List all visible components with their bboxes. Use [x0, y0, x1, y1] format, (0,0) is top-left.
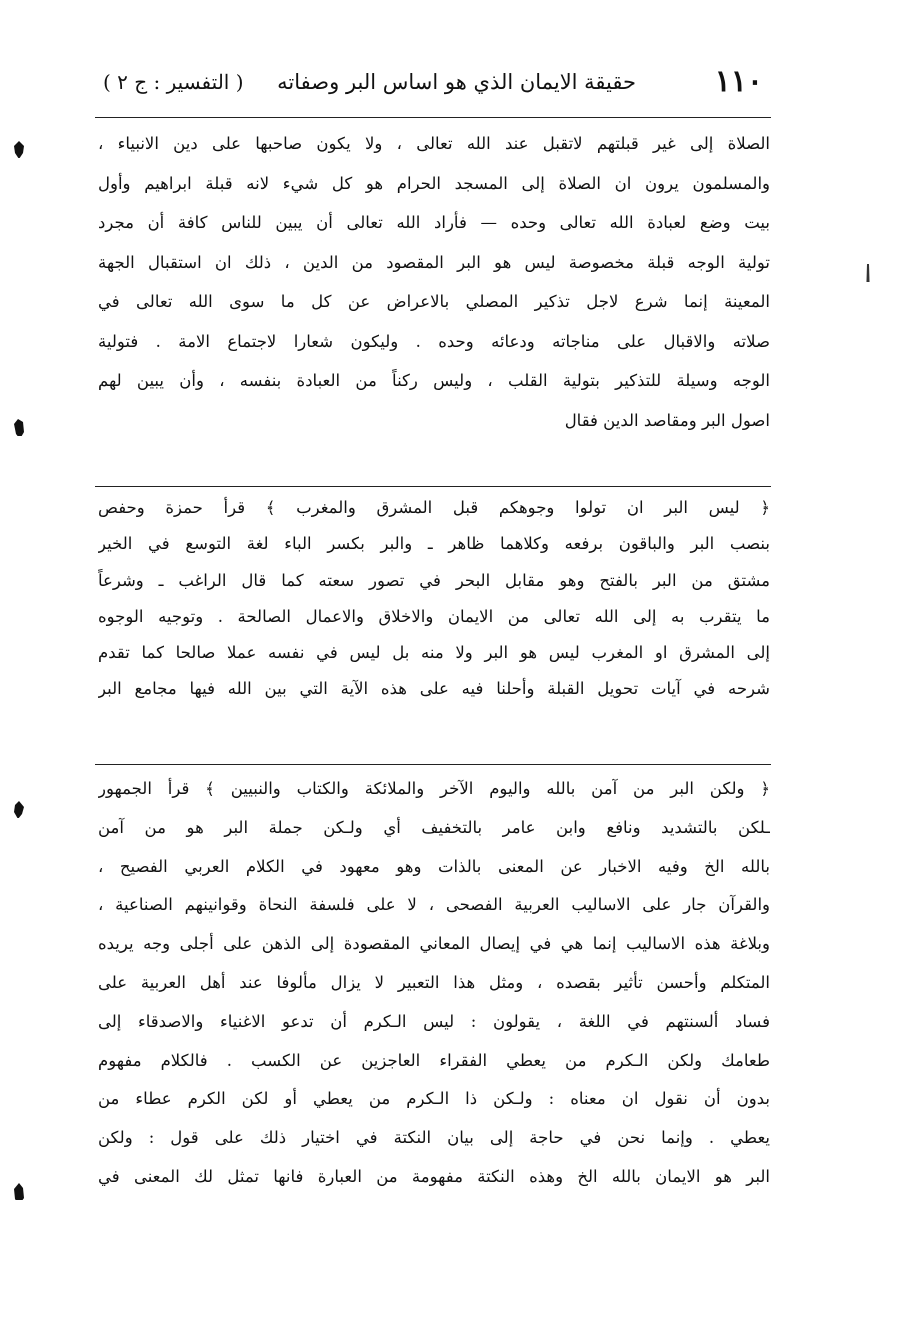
paragraph-intro [98, 124, 770, 440]
binding-hole-mark [12, 1182, 24, 1200]
paragraph-verse-1 [98, 490, 770, 708]
edge-speck [865, 264, 877, 282]
text-line: ﴿ ولكن البر من آمن بالله واليوم الآخر والملائكة والكتاب والنبيين ﴾ قرأ الجمهور [98, 779, 770, 798]
text-line: بنصب البر والباقون برفعه وكلاهما ظاهر ـ والبر بكسر الباء لغة التوسع في الخير [98, 534, 770, 554]
text-line: البر هو الايمان بالله الخ وهذه النكتة مفهومة من العبارة فانها تمثل لك المعنى في [98, 1166, 770, 1186]
text-line: والقرآن جار على الاساليب العربية الفصحى ، لا على فلسفة النحاة وقوانينهم الصناعية ، [98, 895, 770, 915]
text-line: والمسلمون يرون ان الصلاة إلى المسجد الحرام هو كل شيء لانه قبلة ابراهيم وأول [98, 173, 770, 193]
volume-reference: ( التفسير : ج ٢ ) [103, 70, 244, 94]
binding-hole-mark [12, 140, 24, 158]
paragraph-verse-2 [98, 770, 770, 1197]
page-number: ١١٠ [714, 64, 763, 99]
text-line: ـلكن بالتشديد ونافع وابن عامر بالتخفيف أي ولـكن جملة البر هو من آمن [98, 817, 770, 837]
text-line: المتكلم وأحسن تأثير بقصده ، ومثل هذا التعبير لا يزال مألوفا عند أهل العربية على [98, 972, 770, 992]
text-line: ما يتقرب به إلى الله تعالى من الايمان والاخلاق والاعمال الصالحة . وتوجيه الوجوه [98, 606, 770, 626]
text-line: صلاته والاقبال على مناجاته ودعائه وحده . وليكون شعارا لاجتماع الامة . فتولية [98, 331, 770, 351]
binding-hole-mark [12, 418, 24, 436]
section-divider [95, 764, 771, 765]
text-line: شرحه في آيات تحويل القبلة وأحلنا فيه على هذه الآية التي بين الله فيها مجامع البر [98, 679, 770, 699]
text-line: يعطي . وإنما نحن في حاجة إلى بيان النكتة في اختيار ذلك على قول : ولكن [98, 1128, 770, 1148]
text-line: الصلاة إلى غير قبلتهم لاتقبل عند الله تعالى ، ولا يكون صاحبها على دين الانبياء ، [98, 134, 770, 153]
header-rule [95, 117, 771, 118]
text-line: بالله الخ وفيه الاخبار عن المعنى بالذات وهو معهود في الكلام العربي الفصيح ، [98, 856, 770, 876]
section-divider [95, 486, 771, 487]
page-header [95, 62, 771, 112]
running-title: حقيقة الايمان الذي هو اساس البر وصفاته [277, 70, 636, 94]
text-line: ﴿ ليس البر ان تولوا وجوهكم قبل المشرق والمغرب ﴾ قرأ حمزة وحفص [98, 498, 770, 517]
text-line: بيت وضع لعبادة الله تعالى وحده — فأراد الله تعالى أن يبين للناس كافة أن مجرد [98, 213, 770, 232]
text-line: تولية الوجه قبلة مخصوصة ليس هو البر المقصود من الدين ، ذلك ان استقبال الجهة [98, 252, 770, 272]
text-line: مشتق من البر بالفتح وهو مقابل البحر في تصور سعته كما قال الراغب ـ وشرعاً [98, 570, 770, 590]
text-line: بدون أن نقول ان معناه : ولـكن ذا الـكرم من يعطي أو لكن الكرم عطاء من [98, 1089, 770, 1109]
text-line: الوجه وسيلة للتذكير بتولية القلب ، وليس ركناً من العبادة بنفسه ، وأن يبين لهم [98, 371, 770, 390]
binding-hole-mark [12, 800, 24, 818]
text-line: إلى المشرق او المغرب ليس هو البر ولا منه بل ليس في نفسه عملا صالحا كما تقدم [98, 643, 770, 663]
text-line: المعينة إنما شرع لاجل تذكير المصلي بالاعراض عن كل ما سوى الله تعالى في [98, 292, 770, 311]
text-line: فساد ألسنتهم في اللغة ، يقولون : ليس الـكرم أن تدعو الاغنياء والاصدقاء إلى [98, 1011, 770, 1031]
text-line: اصول البر ومقاصد الدين فقال [564, 410, 770, 430]
text-line: وبلاغة هذه الاساليب إنما هي في إيصال المعاني المقصودة إلى الذهن على أجلى وجه يريده [98, 934, 770, 954]
text-line: طعامك ولكن الـكرم من يعطي الفقراء العاجزين عن الكسب . فالكلام مفهوم [98, 1050, 770, 1070]
